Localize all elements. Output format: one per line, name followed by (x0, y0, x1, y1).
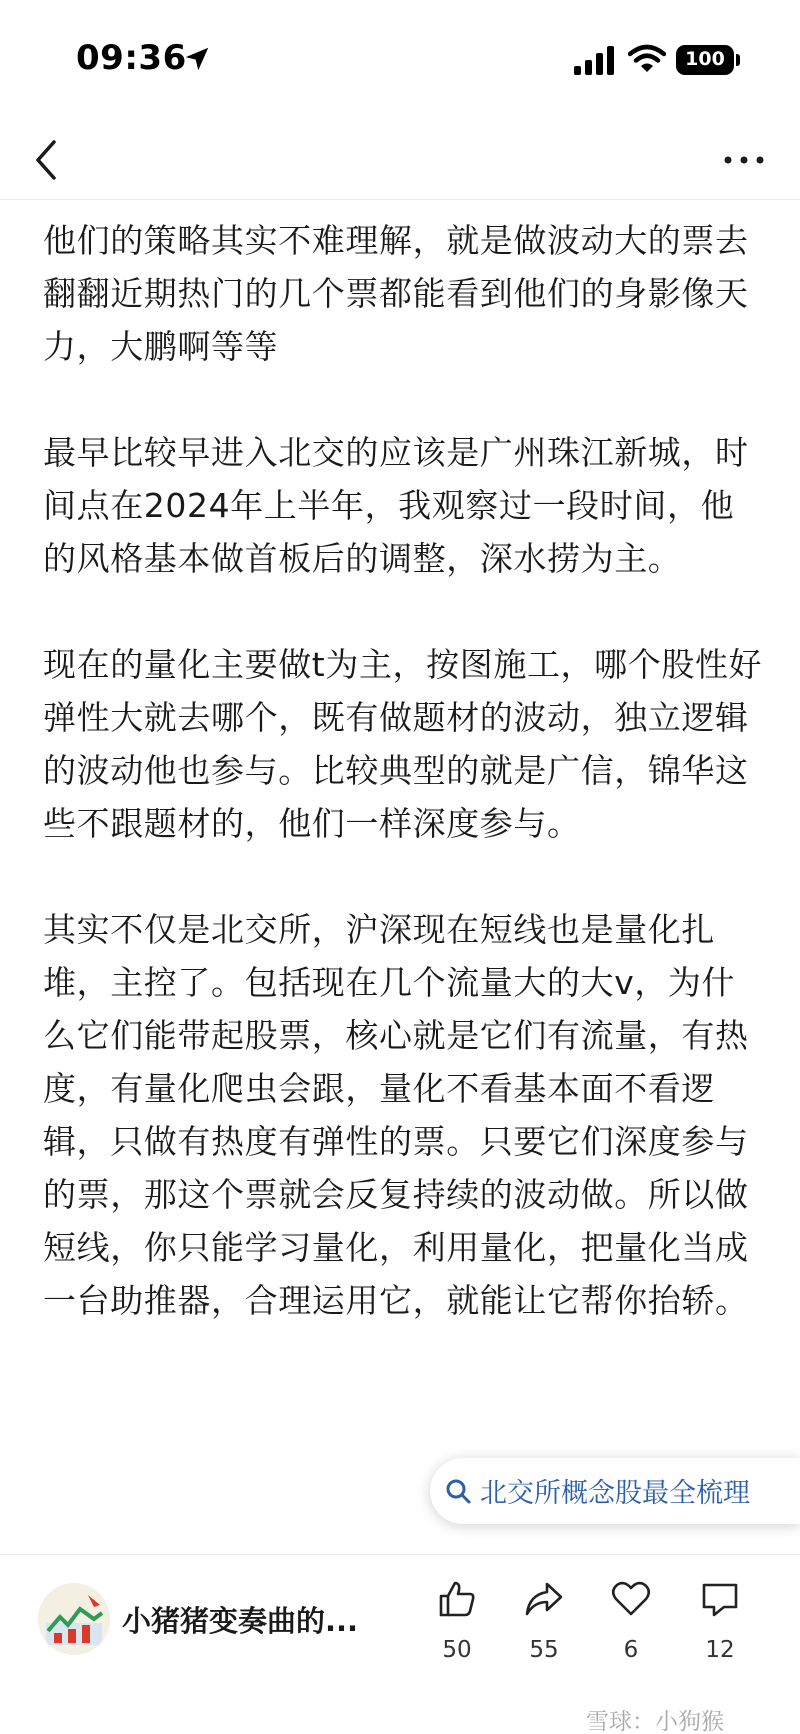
share-icon (524, 1579, 564, 1619)
search-suggestion-text: 北交所概念股最全梳理 (480, 1478, 750, 1509)
favorite-count: 6 (623, 1637, 639, 1663)
nav-bar (0, 120, 800, 200)
favorite-button[interactable] (591, 1573, 671, 1673)
article-paragraph: 最早比较早进入北交的应该是广州珠江新城，时间点在2024年上半年，我观察过一段时间，他的风格基本做首板后的调整，深水捞为主。 (43, 433, 749, 578)
search-icon (444, 1477, 472, 1505)
thumbs-up-icon (437, 1579, 477, 1619)
avatar-image (38, 1583, 110, 1655)
bottom-action-bar (0, 1554, 800, 1734)
more-button[interactable] (714, 136, 774, 184)
article-paragraph: 他们的策略其实不难理解，就是做波动大的票去翻翻近期热门的几个票都能看到他们的身影像天力，大鹏啊等等 (43, 221, 749, 366)
status-time: 09:36 (76, 38, 187, 78)
wifi-icon (628, 44, 666, 74)
article-paragraph: 现在的量化主要做t为主，按图施工，哪个股性好弹性大就去哪个，既有做题材的波动，独立逻辑的波动他也参与。比较典型的就是广信，锦华这些不跟题材的，他们一样深度参与。 (43, 645, 763, 843)
article-paragraph: 其实不仅是北交所，沪深现在短线也是量化扎堆，主控了。包括现在几个流量大的大v，为什么它们能带起股票，核心就是它们有流量，有热度，有量化爬虫会跟，量化不看基本面不看逻辑，只做有热度有弹性的票。只要它们深度参与的票，那这个票就会反复持续的波动做。所以做短线，你只能学习量化，利用量化，把量化当成一台助推器，合理运用它，就能让它帮你抬轿。 (43, 910, 749, 1320)
search-suggestion-chip[interactable] (430, 1458, 800, 1524)
chevron-left-icon (24, 128, 84, 192)
battery-level: 100 (685, 48, 725, 70)
comment-count: 12 (705, 1637, 735, 1663)
back-button[interactable] (24, 128, 84, 192)
like-button[interactable] (417, 1573, 497, 1673)
comment-icon (700, 1579, 740, 1619)
battery-cap (736, 54, 740, 66)
like-count: 50 (442, 1637, 472, 1663)
author-name[interactable]: 小猪猪变奏曲的... (122, 1604, 359, 1638)
location-arrow-icon (182, 44, 212, 74)
article-body (43, 214, 763, 1380)
watermark: 雪球：小狗猴 (586, 1709, 724, 1734)
heart-icon (611, 1579, 651, 1619)
share-count: 55 (529, 1637, 559, 1663)
share-button[interactable] (504, 1573, 584, 1673)
author-avatar[interactable] (38, 1583, 110, 1655)
comment-button[interactable] (680, 1573, 760, 1673)
cellular-signal-icon (574, 46, 616, 76)
battery-indicator (676, 45, 734, 75)
status-bar (0, 0, 800, 120)
more-dots-icon (714, 136, 774, 184)
